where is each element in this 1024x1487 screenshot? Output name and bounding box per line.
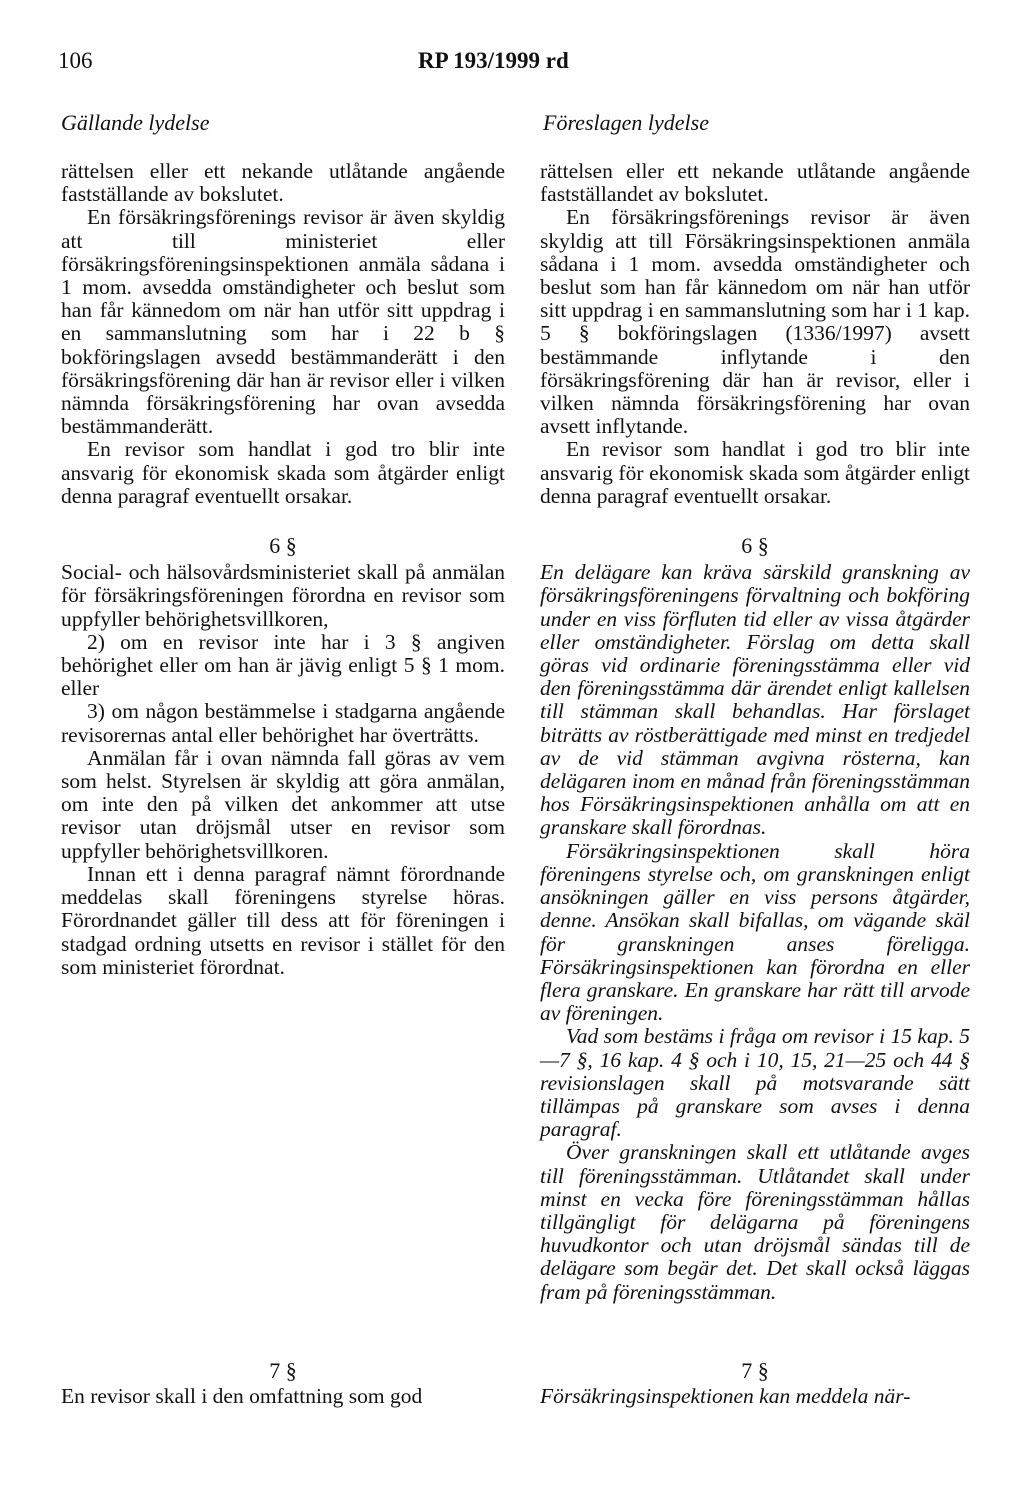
left-paragraph-3: En revisor som handlat i god tro blir inte ansvarig för ekonomisk skada som åtgärder enligt denna paragraf eventuellt orsakar. (61, 437, 505, 508)
right-section-6-heading: 6 § (741, 533, 769, 559)
right-paragraph-1: rättelsen eller ett nekande utlåtande angående fastställandet av bokslutet. (540, 159, 970, 207)
left-paragraph-9: En revisor skall i den omfattning som god (61, 1384, 423, 1408)
left-paragraph-2: En försäkringsförenings revisor är även skyldig att till ministeriet eller försäkringsföreningsinspektionen anmäla sådana i 1 mom. avsedda omständigheter och beslut som han får kännedom om när han utför sitt uppdrag i en sammanslutning som har i 22 b § bokföringslagen avsedd bestämmanderätt i den försäkringsförening där han är revisor eller i vilken nämnda försäkringsförening har ovan avsedda bestämmanderätt. (61, 205, 505, 439)
left-paragraph-7: Anmälan får i ovan nämnda fall göras av vem som helst. Styrelsen är skyldig att göra anmälan, om inte den på vilken det ankommer att utse revisor utan dröjsmål utser en revisor som uppfyller behörighetsvillkoren. (61, 745, 505, 863)
right-paragraph-8: Försäkringsinspektionen kan meddela när- (540, 1384, 911, 1408)
right-paragraph-5: Försäkringsinspektionen skall höra föreningens styrelse och, om granskningen enligt ansökningen gäller en viss persons åtgärder, denne. Ansökan skall bifallas, om vägande skäl för granskningen anses föreligga. Försäkringsinspektionen kan förordna en eller flera granskare. En granskare har rätt till arvode av föreningen. (540, 838, 970, 1026)
left-paragraph-5: 2) om en revisor inte har i 3 § angiven behörighet eller om han är jävig enligt 5 § 1 mom. eller (61, 629, 505, 701)
left-section-7-heading: 7 § (269, 1358, 297, 1383)
left-paragraph-4: Social- och hälsovårdsministeriet skall på anmälan för försäkringsföreningen förordna en revisor som uppfyller behörighetsvillkoren, (61, 560, 505, 631)
left-paragraph-6: 3) om någon bestämmelse i stadgarna angående revisorernas antal eller behörighet har överträtts. (61, 699, 505, 747)
left-paragraph-1: rättelsen eller ett nekande utlåtande angående fastställande av bokslutet. (61, 159, 505, 207)
right-paragraph-4: En delägare kan kräva särskild granskning av försäkringsföreningens förvaltning och bokföring under en viss förfluten tid eller av vissa åtgärder eller omständigheter. Förslag om detta skall göras vid ordinarie föreningsstämma eller vid den föreningsstämma där ärendet enligt kallelsen till stämman skall behandlas. Har förslaget biträtts av röstberättigade med minst en tredjedel av de vid stämman avgivna rösterna, kan delägaren inom en månad från föreningsstämman hos Försäkringsinspektionen anhålla om att en granskare skall förordnas. (540, 560, 970, 840)
document-id: RP 193/1999 rd (418, 48, 569, 73)
left-column (61, 160, 505, 979)
right-section-7-heading: 7 § (741, 1358, 769, 1383)
right-paragraph-6: Vad som bestäms i fråga om revisor i 15 kap. 5—7 §, 16 kap. 4 § och i 10, 15, 21—25 och 44 § revisionslagen skall på motsvarande sätt tillämpas på granskare som avses i denna paragraf. (540, 1024, 970, 1142)
left-column-heading: Gällande lydelse (61, 110, 210, 135)
left-section-6-heading: 6 § (269, 533, 297, 559)
page-number: 106 (58, 48, 93, 73)
right-paragraph-2: En försäkringsförenings revisor är även skyldig att till Försäkringsinspektionen anmäla sådana i 1 mom. avsedda omständigheter och beslut som han får kännedom om när han utför sitt uppdrag i en sammanslutning som har i 1 kap. 5 § bokföringslagen (1336/1997) avsett bestämmande inflytande i den försäkringsförening där han är revisor, eller i vilken nämnda försäkringsförening har ovan avsett inflytande. (540, 205, 970, 439)
right-column (540, 160, 970, 1304)
right-paragraph-7: Över granskningen skall ett utlåtande avges till föreningsstämman. Utlåtandet skall under minst en vecka före föreningsstämman hållas tillgängligt för delägarna på föreningens huvudkontor och utan dröjsmål sändas till de delägare som begär det. Det skall också läggas fram på föreningsstämman. (540, 1140, 970, 1304)
left-paragraph-8: Innan ett i denna paragraf nämnt förordnande meddelas skall föreningens styrelse höras. Förordnandet gäller till dess att för föreningen i stadgad ordning utsetts en revisor i stället för den som ministeriet förordnat. (61, 861, 505, 979)
right-column-heading: Föreslagen lydelse (543, 110, 709, 135)
right-paragraph-3: En revisor som handlat i god tro blir inte ansvarig för ekonomisk skada som åtgärder enligt denna paragraf eventuellt orsakar. (540, 437, 970, 508)
